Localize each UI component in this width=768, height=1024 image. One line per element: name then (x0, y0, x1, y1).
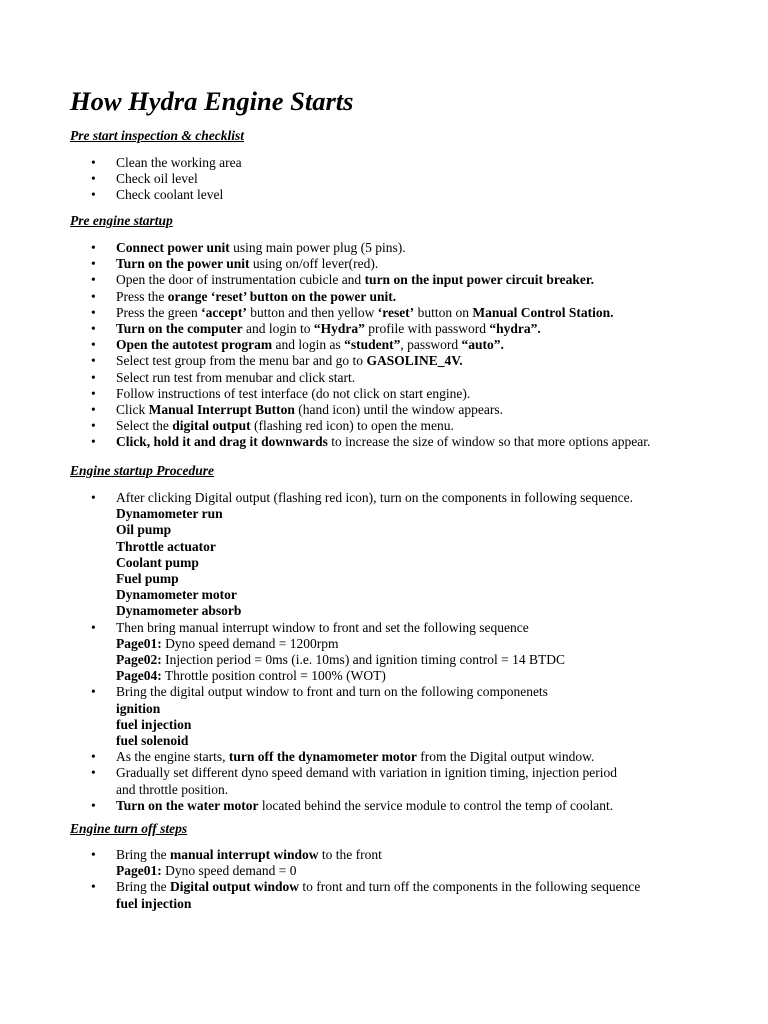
list-item: • Press the green ‘accept’ button and then yellow ‘reset’ button on Manual Control Station. (0, 305, 650, 321)
list-item: • Connect power unit using main power plug (5 pins). (0, 240, 650, 256)
list-item: • Check oil level (0, 171, 242, 187)
section-heading-pre-engine: Pre engine startup (70, 213, 173, 228)
list-item: • Turn on the computer and login to “Hydra” profile with password “hydra”. (0, 321, 650, 337)
list-item: • Bring the digital output window to front and turn on the following componenets ignition fuel injection fuel solenoid (0, 684, 633, 749)
list-item: • Bring the manual interrupt window to the front Page01: Dyno speed demand = 0 (0, 847, 640, 879)
list-item: • After clicking Digital output (flashing red icon), turn on the components in following sequence. Dynamometer run Oil pump Throttle actuator Coolant pump Fuel pump Dynamometer motor Dynamometer absorb (0, 490, 633, 620)
list-item: • Check coolant level (0, 187, 242, 203)
list-item: • Click, hold it and drag it downwards to increase the size of window so that more options appear. (0, 434, 650, 450)
section-heading-turn-off: Engine turn off steps (70, 821, 188, 836)
list-item: • Press the orange ‘reset’ button on the power unit. (0, 289, 650, 305)
pre-start-list (0, 155, 242, 204)
list-item: • Bring the Digital output window to front and turn off the components in the following sequence fuel injection (0, 879, 640, 911)
list-item: • Turn on the power unit using on/off lever(red). (0, 256, 650, 272)
list-item: • Turn on the water motor located behind the service module to control the temp of coolant. (0, 798, 633, 814)
list-item: • Then bring manual interrupt window to front and set the following sequence Page01: Dyno speed demand = 1200rpm Page02: Injection period = 0ms (i.e. 10ms) and ignition timing control = 14 BTDC Page04: Throttle position control = 100% (WOT) (0, 620, 633, 685)
section-heading-pre-start: Pre start inspection & checklist (70, 128, 244, 143)
turn-off-list (0, 847, 640, 912)
list-item: • Select the digital output (flashing red icon) to open the menu. (0, 418, 650, 434)
list-item: • As the engine starts, turn off the dynamometer motor from the Digital output window. (0, 749, 633, 765)
list-item: • Clean the working area (0, 155, 242, 171)
list-item: • Follow instructions of test interface (do not click on start engine). (0, 386, 650, 402)
list-item: • Open the door of instrumentation cubicle and turn on the input power circuit breaker. (0, 272, 650, 288)
page-title: How Hydra Engine Starts (70, 86, 354, 116)
list-item: • Gradually set different dyno speed demand with variation in ignition timing, injection period and throttle position. (0, 765, 633, 797)
list-item: • Select test group from the menu bar and go to GASOLINE_4V. (0, 353, 650, 369)
section-heading-startup: Engine startup Procedure (70, 463, 215, 478)
list-item: • Open the autotest program and login as “student”, password “auto”. (0, 337, 650, 353)
startup-list (0, 490, 633, 814)
list-item: • Click Manual Interrupt Button (hand icon) until the window appears. (0, 402, 650, 418)
pre-engine-list (0, 240, 650, 451)
list-item: • Select run test from menubar and click start. (0, 370, 650, 386)
